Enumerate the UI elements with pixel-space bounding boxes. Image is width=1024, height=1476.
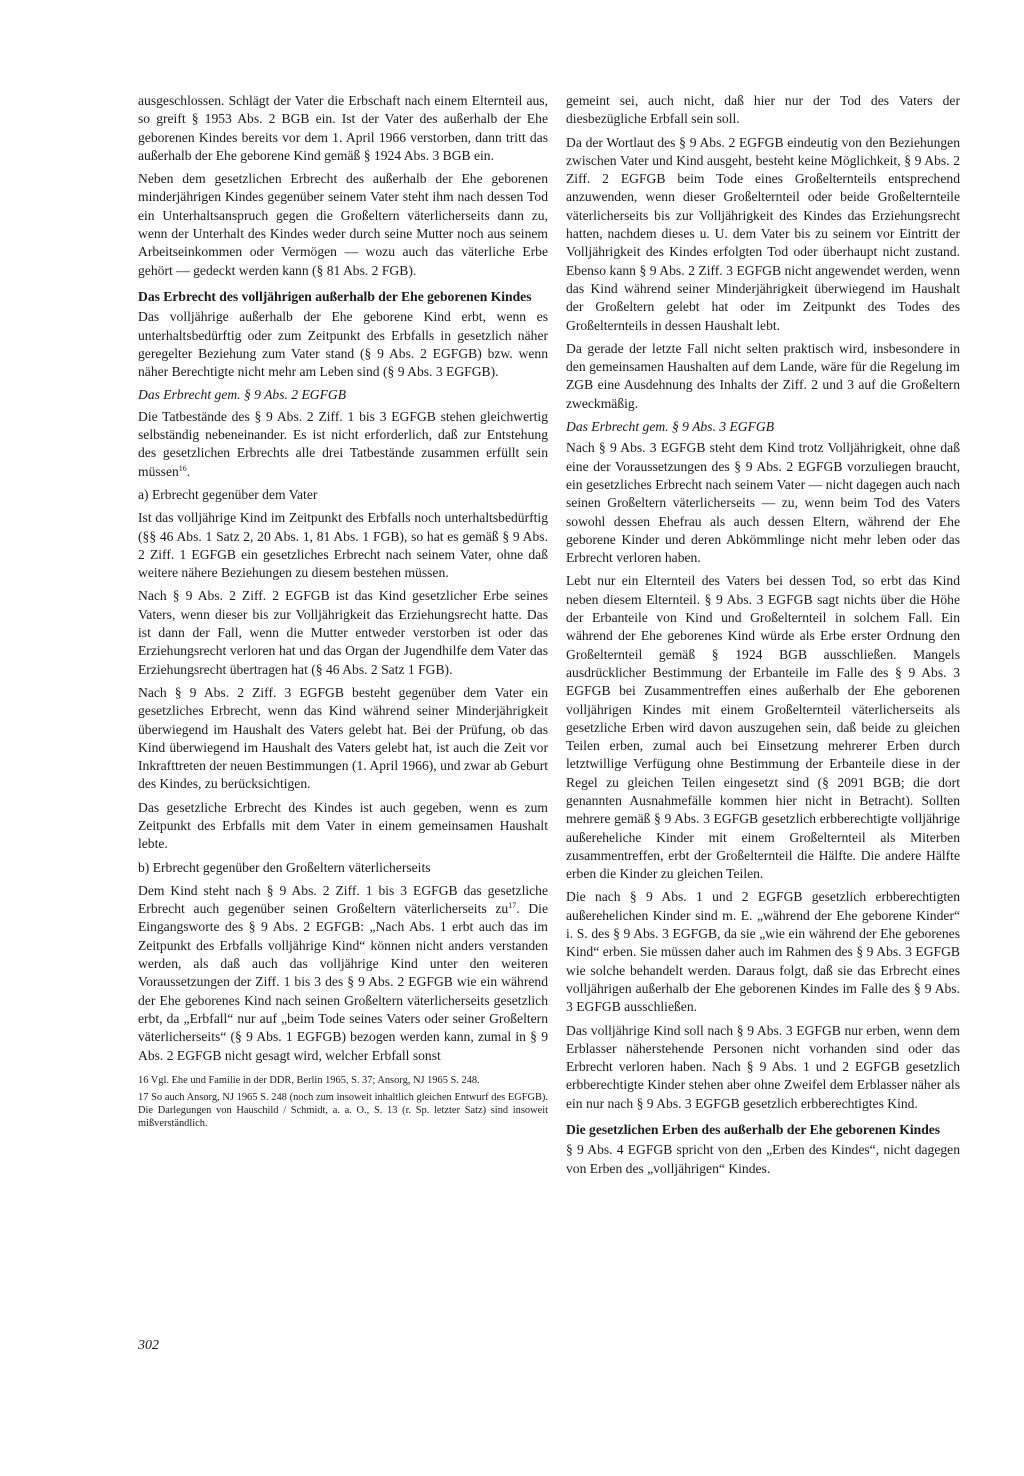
paragraph: Das gesetzliche Erbrecht des Kindes ist auch gegeben, wenn es zum Zeitpunkt des Erbfalls mit dem Vater in einem gemeinsamen Haushalt lebte.	[138, 799, 548, 852]
paragraph: Nach § 9 Abs. 2 Ziff. 2 EGFGB ist das Kind gesetzlicher Erbe seines Vaters, wenn dieser bis zur Volljährigkeit das Erziehungsrecht hatte. Das ist dann der Fall, wenn die Mutter entweder verstorben ist oder das Erziehungsrecht verloren hat und das Organ der Jugendhilfe dem Vater das Erziehungsrecht übertragen hat (§ 46 Abs. 2 Satz 1 FGB).	[138, 588, 548, 677]
paragraph-text: Dem Kind steht nach § 9 Abs. 2 Ziff. 1 bis 3 EGFGB das gesetzliche Erbrecht auch gegenüber seinen Großeltern väterlicherseits zu	[138, 882, 548, 917]
footnote-ref-17: 17	[508, 901, 517, 911]
paragraph: Die nach § 9 Abs. 1 und 2 EGFGB gesetzlich erbberechtigten außerehelichen Kinder sind m. E. „während der Ehe geborene Kinder“ i. S. des § 9 Abs. 3 EGFGB, da sie „wie ein während der Ehe geborenes Kind“ erben. Sie müssen daher auch im Rahmen des § 9 Abs. 3 EGFGB wie solche behandelt werden. Daraus folgt, daß sie das Erbrecht eines volljährigen außerhalb der Ehe geborenen Kindes im Falle des § 9 Abs. 3 EGFGB ausschließen.	[566, 889, 960, 1015]
paragraph: § 9 Abs. 4 EGFGB spricht von den „Erben des Kindes“, nicht dagegen von Erben des „volljährigen“ Kindes.	[566, 1142, 960, 1176]
left-column	[138, 92, 548, 1135]
footnotes	[138, 1075, 548, 1130]
paragraph-text: Die Tatbestände des § 9 Abs. 2 Ziff. 1 bis 3 EGFGB stehen gleichwertig selbständig nebeneinander. Es ist nicht erforderlich, daß zur Entstehung des gesetzlichen Erbrechts alle drei Tatbestände zusammen erfüllt sein müssen	[138, 408, 548, 479]
paragraph	[138, 882, 548, 1065]
paragraph: Das volljährige Kind soll nach § 9 Abs. 3 EGFGB nur erben, wenn dem Erblasser näherstehende Personen nicht vorhanden sind oder das Erbrecht verloren haben. Nach § 9 Abs. 1 und 2 EGFGB gesetzlich erbberechtigte Kinder stehen aber ohne Zweifel dem Erblasser näher als ein nur nach § 9 Abs. 3 EGFGB gesetzlich erbberechtigtes Kind.	[566, 1022, 960, 1111]
paragraph: Da der Wortlaut des § 9 Abs. 2 EGFGB eindeutig von den Beziehungen zwischen Vater und Kind ausgeht, besteht keine Möglichkeit, § 9 Abs. 2 Ziff. 2 EGFGB beim Tode eines Großelternteils entsprechend anzuwenden, wenn dieser Großelternteil oder beide Großelternteile väterlicherseits bis zur Volljährigkeit des Kindes das Erziehungsrecht hatten, nachdem dieses u. U. dem Vater bis zu seinem vor Eintritt der Volljährigkeit des Kindes erfolgten Tod oder überhaupt nicht zustand. Ebenso kann § 9 Abs. 2 Ziff. 3 EGFGB nicht angewendet werden, wenn das Kind während seiner Minderjährigkeit überwiegend im Haushalt der Großeltern gelebt hat oder im Zeitpunkt des Todes des Großelternteils in dessen Haushalt lebt.	[566, 134, 960, 333]
paragraph: Da gerade der letzte Fall nicht selten praktisch wird, insbesondere in den gemeinsamen Haushalten auf dem Lande, wäre für die Regelung im ZGB eine Ausdehnung des Inhalts der Ziff. 2 und 3 auf die Großeltern zweckmäßig.	[566, 340, 960, 411]
paragraph: Das volljährige außerhalb der Ehe geborene Kind erbt, wenn es unterhaltsbedürftig oder zum Zeitpunkt des Erbfalls in gesetzlich näher geregelter Beziehung zum Vater stand (§ 9 Abs. 2 EGFGB) bzw. wenn näher Berechtigte nicht mehr am Leben sind (§ 9 Abs. 3 EGFGB).	[138, 309, 548, 380]
paragraph: a) Erbrecht gegenüber dem Vater	[138, 486, 318, 502]
paragraph: Ist das volljährige Kind im Zeitpunkt des Erbfalls noch unterhaltsbedürftig (§§ 46 Abs. 1 Satz 2, 20 Abs. 1, 81 Abs. 1 FGB), so hat es gemäß § 9 Abs. 2 Ziff. 1 EGFGB ein gesetzliches Erbrecht nach seinem Vater, ohne daß weitere nähere Beziehungen zu diesem bestehen müssen.	[138, 510, 548, 581]
paragraph: gemeint sei, auch nicht, daß hier nur der Tod des Vaters der diesbezügliche Erbfall sein soll.	[566, 93, 960, 127]
paragraph: Nach § 9 Abs. 2 Ziff. 3 EGFGB besteht gegenüber dem Vater ein gesetzliches Erbrecht, wenn das Kind während seiner Minderjährigkeit überwiegend im Haushalt des Vaters gelebt hat. Bei der Prüfung, ob das Kind überwiegend im Haushalt des Vaters gelebt hat, ist auch die Zeit vor Inkrafttreten der neuen Bestimmungen (1. April 1966), und zwar ab Geburt des Kindes, zu berücksichtigen.	[138, 684, 548, 792]
footnote-16: 16 Vgl. Ehe und Familie in der DDR, Berlin 1965, S. 37; Ansorg, NJ 1965 S. 248.	[138, 1074, 480, 1086]
footnote-ref-16: 16	[178, 463, 187, 473]
paragraph: b) Erbrecht gegenüber den Großeltern väterlicherseits	[138, 859, 431, 875]
paragraph	[138, 408, 548, 481]
footnote-17: 17 So auch Ansorg, NJ 1965 S. 248 (noch zum insoweit inhaltlich gleichen Entwurf des EGFGB). Die Darlegungen von Hauschild / Schmidt, a. a. O., S. 13 (r. Sp. letzter Satz) sind insoweit mißverständlich.	[138, 1092, 548, 1129]
paragraph: ausgeschlossen. Schlägt der Vater die Erbschaft nach einem Elternteil aus, so greift § 1953 Abs. 2 BGB ein. Ist der Vater des außerhalb der Ehe geborenen Kindes bereits vor dem 1. April 1966 verstorben, dann tritt das außerhalb der Ehe geborene Kind gemäß § 1924 Abs. 3 BGB ein.	[138, 93, 548, 163]
page-number: 302	[138, 1338, 159, 1353]
paragraph: Neben dem gesetzlichen Erbrecht des außerhalb der Ehe geborenen minderjährigen Kindes gegenüber seinem Vater steht ihm nach dessen Tod ein Unterhaltsanspruch gegen die Großeltern väterlicherseits dann zu, wenn der Unterhalt des Kindes weder durch seine Mutter noch aus seinem Arbeitseinkommen oder Vermögen — wozu auch das väterliche Erbe gehört — gedeckt werden kann (§ 81 Abs. 2 FGB).	[138, 171, 548, 278]
paragraph: Lebt nur ein Elternteil des Vaters bei dessen Tod, so erbt das Kind neben diesem Elternteil. § 9 Abs. 3 EGFGB sagt nichts über die Höhe der Erbanteile von Kind und Großelternteil in solchem Fall. Ein während der Ehe geborenes Kind würde als Erbe erster Ordnung den Großelternteil gemäß § 1924 BGB ausschließen. Mangels ausdrücklicher Bestimmung der Erbanteile im Falle des § 9 Abs. 3 EGFGB bei Zusammentreffen eines außerhalb der Ehe geborenen volljährigen Kindes mit einem Großelternteil väterlicherseits als gesetzliche Erben wird davon auszugehen sein, daß beide zu gleichen Teilen erben, zumal auch bei Einsetzung mehrerer Erben durch letztwillige Verfügung ohne Bestimmung der Erbanteile diese in der Regel zu gleichen Teilen eingesetzt sind (§ 2091 BGB; die dort genannten Ausnahmefälle kommen hier nicht in Betracht). Sollten mehrere gemäß § 9 Abs. 3 EGFGB gesetzlich erbberechtigte volljährige außereheliche Kinder mit einem Großelternteil als Miterben zusammentreffen, erbt der Großelternteil die Hälfte. Die andere Hälfte erben die Kinder zu gleichen Teilen.	[566, 573, 960, 882]
paragraph-text-end: .	[186, 463, 191, 479]
section-heading: Das Erbrecht des volljährigen außerhalb der Ehe geborenen Kindes	[138, 288, 532, 304]
paragraph-text-end: . Die Eingangsworte des § 9 Abs. 2 EGFGB: „Nach Abs. 1 erbt auch das im Zeitpunkt des Erbfalls volljährige Kind“ können nicht anders verstanden werden, als daß auch das volljährige Kind unter den weiteren Voraussetzungen der Ziff. 1 bis 3 des § 9 Abs. 2 EGFGB wie ein während der Ehe geborenes Kind nach seinen Großeltern väterlicherseits gesetzlich erbt, da „Erbfall“ nur auf „beim Tode seines Vaters oder seiner Großeltern väterlicherseits“ (§ 9 Abs. 1 EGFGB) bezogen werden kann, zumal in § 9 Abs. 2 EGFGB nicht gesagt wird, welcher Erbfall sonst	[138, 901, 548, 1063]
right-column	[566, 92, 960, 1183]
subsection-heading: Das Erbrecht gem. § 9 Abs. 2 EGFGB	[138, 387, 347, 403]
section-heading: Die gesetzlichen Erben des außerhalb der Ehe geborenen Kindes	[566, 1122, 941, 1138]
paragraph: Nach § 9 Abs. 3 EGFGB steht dem Kind trotz Volljährigkeit, ohne daß eine der Voraussetzungen des § 9 Abs. 2 EGFGB vorzuliegen braucht, ein gesetzliches Erbrecht nach seinem Vater — nicht dagegen auch nach seinen Großeltern väterlicherseits — zu, wenn beim Tod des Vaters sowohl dessen Ehefrau als auch dessen Eltern, während der Ehe geborene Kinder und deren Abkömmlinge nicht mehr leben oder das Erbrecht verloren haben.	[566, 440, 960, 566]
subsection-heading: Das Erbrecht gem. § 9 Abs. 3 EGFGB	[566, 419, 775, 435]
